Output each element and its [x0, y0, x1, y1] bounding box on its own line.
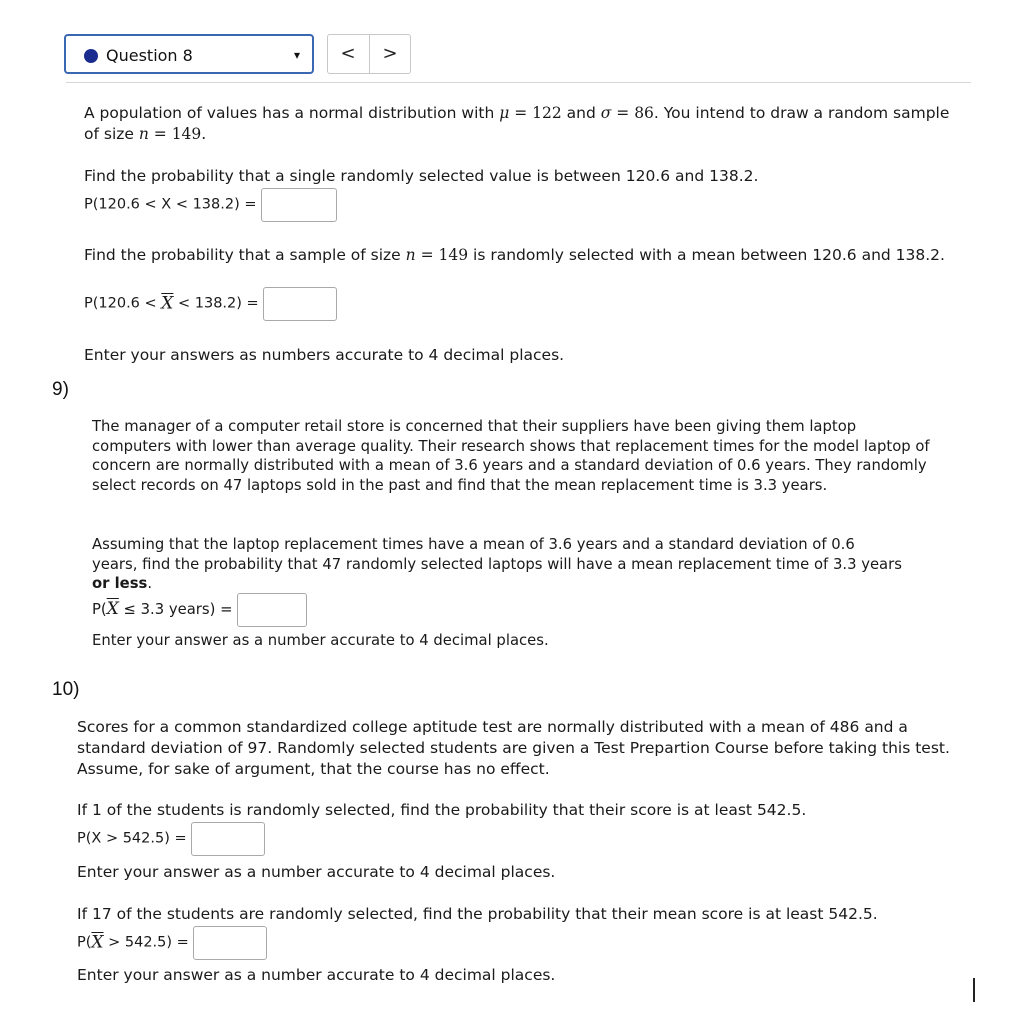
q8-part2-answer-input[interactable] [263, 287, 337, 321]
q9-para2: Assuming that the laptop replacement times have a mean of 3.6 years and a standard deviation of 0.6 years, find the probability that 47 randomly selected laptops will have a mean replacement time of 3.3 years or less. [92, 536, 902, 593]
q8-part2-expr: $P(120.6 < \overline{X} < 138.2)$ = [84, 287, 337, 321]
q9-answer-input[interactable] [237, 593, 307, 627]
text-cursor [973, 978, 975, 1002]
next-question-button[interactable]: > [382, 43, 398, 64]
q10-part2-answer-input[interactable] [193, 926, 267, 960]
q10-part2-expr: $P(\overline{X} > 542.5)$ = [77, 926, 267, 960]
question-select-label: Question 8 [106, 46, 193, 65]
q9-expr: $P(\overline{X} \le 3.3$ years) = [92, 593, 307, 627]
question-select[interactable] [64, 34, 314, 74]
question-nav [327, 34, 411, 74]
q8-footer: Enter your answers as numbers accurate to 4 decimal places. [84, 346, 565, 364]
prev-question-button[interactable]: < [340, 43, 356, 64]
q10-part1-expr: P(X > 542.5) = [77, 822, 265, 856]
q8-part2-text: Find the probability that a sample of size n = 149 is randomly selected with a mean between 120.6 and 138.2. [84, 246, 945, 264]
question-status-dot [84, 49, 98, 63]
q10-number: 10) [52, 679, 80, 700]
q10-part1-footer: Enter your answer as a number accurate to 4 decimal places. [77, 863, 556, 881]
q9-para1: The manager of a computer retail store is concerned that their suppliers have been giving them laptop computers with lower than average quality. Their research shows that replacement times for the model laptop of concern are normally distributed with a mean of 3.6 years and a standard deviation of 0.6 years. They randomly select records on 47 laptops sold in the past and find that the mean replacement time is 3.3 years. [92, 418, 930, 494]
q8-part1-expr: P(120.6 < X < 138.2) = [84, 188, 337, 222]
header-divider [66, 82, 971, 83]
q8-part1-answer-input[interactable] [261, 188, 337, 222]
q8-part1-text: Find the probability that a single randomly selected value is between 120.6 and 138.2. [84, 167, 759, 185]
chevron-down-icon: ▾ [293, 48, 300, 62]
q9-footer: Enter your answer as a number accurate to 4 decimal places. [92, 632, 549, 649]
q10-part2-text: If 17 of the students are randomly selected, find the probability that their mean score is at least 542.5. [77, 905, 878, 923]
q9-number: 9) [52, 379, 69, 400]
q10-part2-footer: Enter your answer as a number accurate to 4 decimal places. [77, 966, 556, 984]
q10-para1: Scores for a common standardized college aptitude test are normally distributed with a mean of 486 and a standard deviation of 97. Randomly selected students are given a Test Prepartion Course before taking this test. Assume, for sake of argument, that the course has no effect. [77, 718, 950, 778]
q8-intro: A population of values has a normal distribution with μ = 122 and σ = 86. You intend to draw a random sample of size n = 149. [84, 104, 950, 143]
q10-part1-text: If 1 of the students is randomly selected, find the probability that their score is at least 542.5. [77, 801, 807, 819]
q10-part1-answer-input[interactable] [191, 822, 265, 856]
